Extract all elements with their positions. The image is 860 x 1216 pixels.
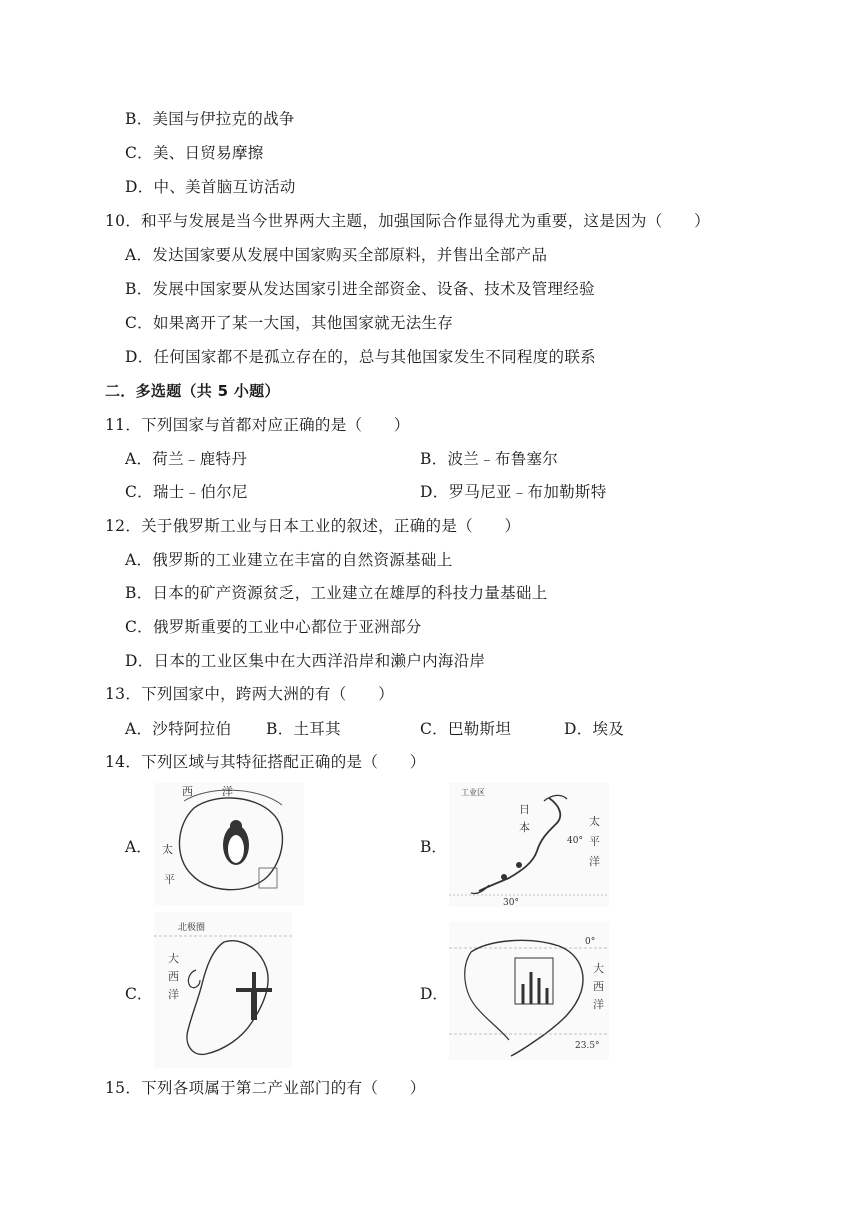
map-b-label-2: 本: [519, 821, 530, 834]
q10-stem: 10．和平与发展是当今世界两大主题，加强国际合作显得尤为重要，这是因为（ ）: [105, 212, 710, 230]
map-d-label-4: 23.5°: [575, 1041, 600, 1051]
q12-option-b: B．日本的矿产资源贫乏，工业建立在雄厚的科技力量基础上: [125, 584, 548, 602]
q11-option-c: C．瑞士﹣伯尔尼: [125, 483, 248, 501]
map-a-label-3: 平: [164, 873, 175, 886]
q15-stem: 15．下列各项属于第二产业部门的有（ ）: [105, 1079, 426, 1097]
section-title: 二．多选题（共 5 小题）: [105, 382, 280, 400]
map-c-label-2: 西: [168, 970, 179, 983]
q14-option-c-label: C．: [125, 985, 153, 1003]
windmill-icon: [236, 972, 272, 1020]
q12-option-d: D．日本的工业区集中在大西洋沿岸和濑户内海沿岸: [125, 652, 486, 670]
q12-stem: 12．关于俄罗斯工业与日本工业的叙述，正确的是（ ）: [105, 517, 521, 535]
q14-option-d-label: D．: [420, 985, 448, 1003]
map-d-label-3: 洋: [593, 998, 604, 1011]
q13-option-a: A．沙特阿拉伯: [125, 720, 232, 738]
q14-stem: 14．下列区域与其特征搭配正确的是（ ）: [105, 753, 426, 771]
q9-option-b: B．美国与伊拉克的战争: [125, 110, 295, 128]
map-c-label-0: 北极圈: [178, 923, 206, 933]
q11-stem: 11．下列国家与首都对应正确的是（ ）: [105, 416, 410, 434]
q14-option-a-label: A．: [125, 838, 152, 856]
map-b-label-7: 30°: [503, 898, 519, 907]
q10-option-d: D．任何国家都不是孤立存在的，总与其他国家发生不同程度的联系: [125, 348, 596, 366]
q13-stem: 13．下列国家中，跨两大洲的有（ ）: [105, 685, 394, 703]
map-b-label-4: 平: [589, 835, 600, 848]
map-d-label-2: 西: [593, 980, 604, 993]
q10-option-c: C．如果离开了某一大国，其他国家就无法生存: [125, 314, 454, 332]
q10-option-b: B．发展中国家要从发达国家引进全部资金、设备、技术及管理经验: [125, 280, 595, 298]
map-d-label-1: 大: [593, 962, 604, 975]
map-b-label-0: 工业区: [461, 788, 485, 797]
q9-option-d: D．中、美首脑互访活动: [125, 178, 296, 196]
q11-option-b: B．波兰﹣布鲁塞尔: [420, 450, 559, 468]
q9-option-c: C．美、日贸易摩擦: [125, 144, 264, 162]
map-a-label-0: 西: [182, 785, 193, 798]
map-b-label-3: 太: [589, 815, 600, 828]
q12-option-c: C．俄罗斯重要的工业中心都位于亚洲部分: [125, 618, 422, 636]
q14-option-b-label: B．: [420, 838, 447, 856]
map-c-label-1: 大: [168, 952, 179, 965]
q12-option-a: A．俄罗斯的工业建立在丰富的自然资源基础上: [125, 551, 453, 569]
map-c-label-3: 洋: [168, 988, 179, 1001]
europe-map: [154, 912, 292, 1068]
q13-option-c: C．巴勒斯坦: [420, 720, 512, 738]
map-b-label-1: 日: [519, 803, 530, 816]
map-a-label-2: 太: [162, 843, 173, 856]
antarctica-map: [154, 783, 304, 905]
q13-option-d: D．埃及: [564, 720, 625, 738]
map-b-label-6: 40°: [567, 836, 583, 846]
map-d-label-0: 0°: [585, 937, 596, 947]
q13-option-b: B．土耳其: [266, 720, 341, 738]
map-a-label-1: 洋: [222, 785, 233, 798]
q10-option-a: A．发达国家要从发展中国家购买全部原料，并售出全部产品: [125, 246, 548, 264]
q11-option-d: D．罗马尼亚﹣布加勒斯特: [420, 483, 607, 501]
q11-option-a: A．荷兰﹣鹿特丹: [125, 450, 248, 468]
brazil-map: [449, 922, 609, 1060]
map-b-label-5: 洋: [589, 855, 600, 868]
japan-map: [449, 783, 609, 907]
